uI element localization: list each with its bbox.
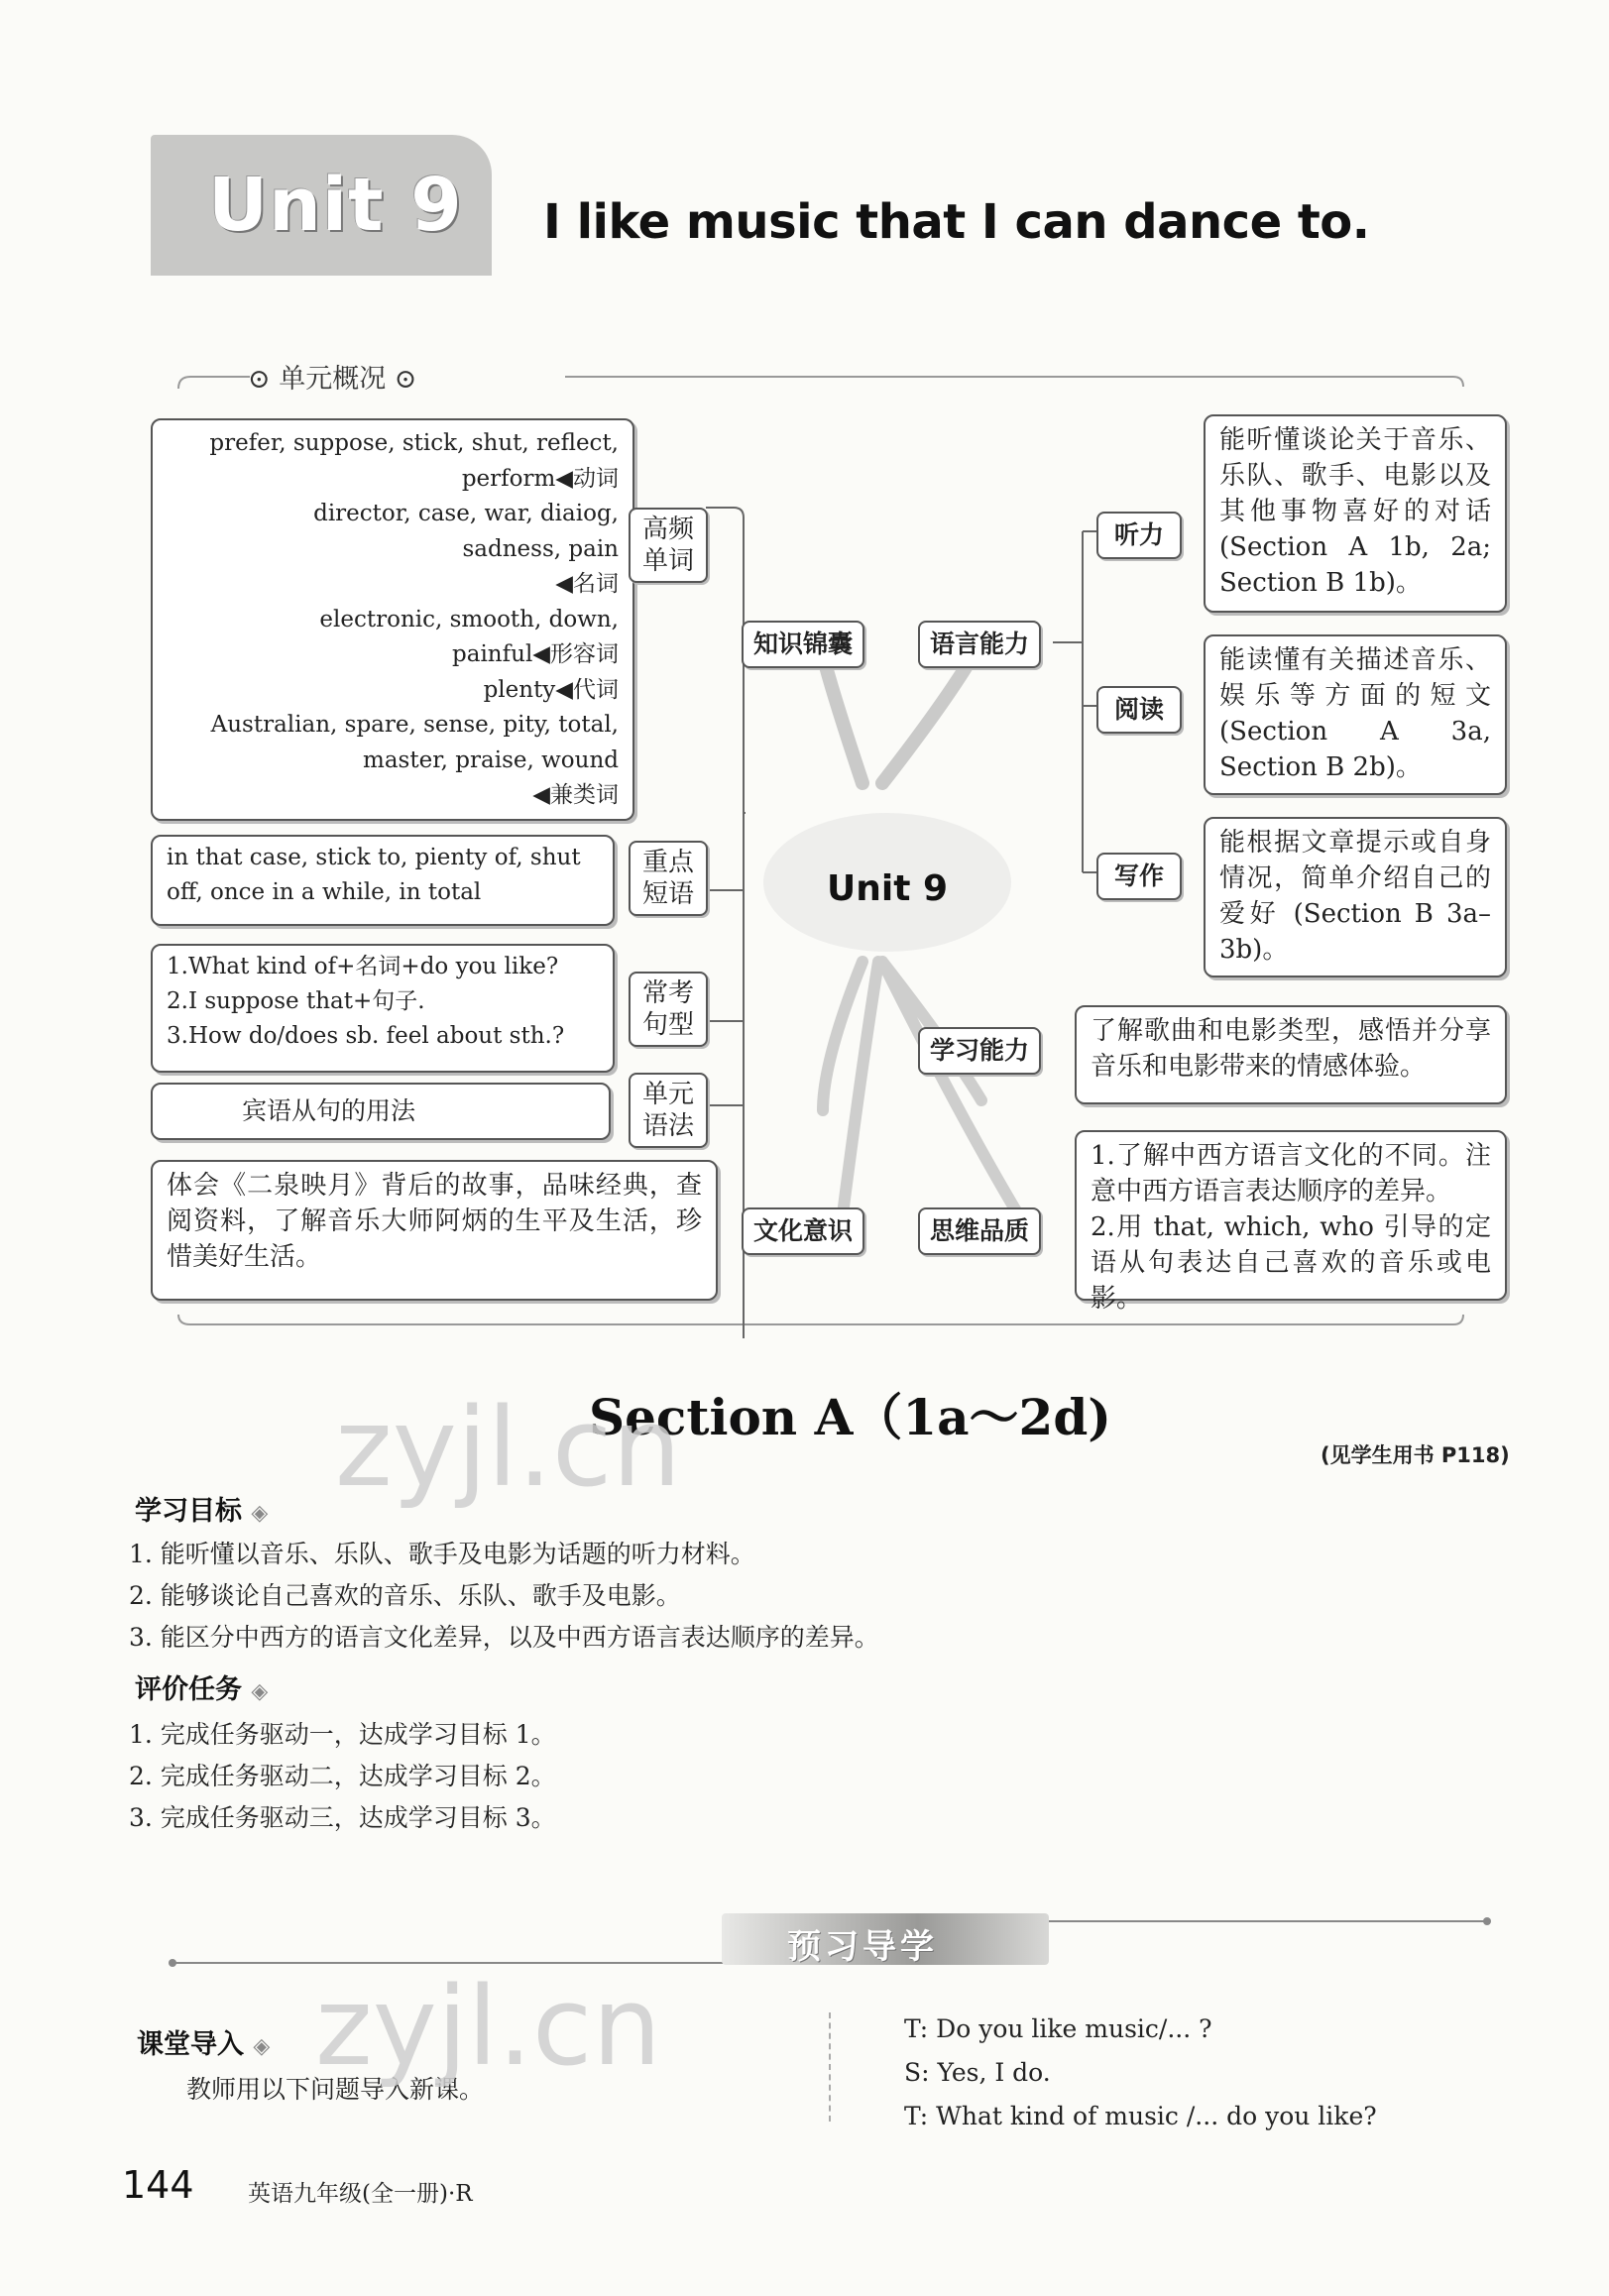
sentence-line: 3.How do/does sb. feel about sth.? [167,1023,565,1049]
vocab-box [151,418,634,821]
sentences-box [151,944,615,1073]
intro-heading: 课堂导入 ◈ [137,2029,271,2060]
tasks-heading: 评价任务 ◈ [135,1674,269,1705]
label-culture: 文化意识 [742,1207,864,1255]
preview-banner-text: 预习导学 [787,1927,938,1967]
label-thinking: 思维品质 [918,1207,1041,1255]
label-sentences: 常考句型 [629,972,708,1047]
label-learning: 学习能力 [918,1027,1041,1075]
reading-box: 能读懂有关描述音乐、娱乐等方面的短文(Section A 3a, Section B 2b)。 [1204,634,1507,795]
thinking-line: 2.用 that, which, who 引导的定语从句表达自己喜欢的音乐或电影。 [1091,1212,1491,1314]
center-node: Unit 9 [827,868,948,909]
grammar-box: 宾语从句的用法 [151,1083,611,1140]
sentence-line: 2.I suppose that+句子. [167,988,425,1014]
label-writing: 写作 [1096,853,1182,900]
writing-box: 能根据文章提示或自身情况，简单介绍自己的爱好 (Section B 3a–3b)。 [1204,817,1507,977]
task-item: 1. 完成任务驱动一，达成学习目标 1。 [129,1720,556,1749]
thinking-box [1075,1130,1507,1314]
label-vocab: 高频单词 [629,508,708,583]
vocab-line: ◀兼类词 [532,782,619,808]
preview-banner [722,1913,1049,1965]
culture-box: 体会《二泉映月》背后的故事，品味经典，查阅资料，了解音乐大师阿炳的生平及生活，珍惜美好生活。 [151,1160,718,1301]
phrases-line: in that case, stick to, pienty of, shut [167,845,581,870]
overview-label: ⊙ 单元概况 ⊙ [248,364,417,395]
unit-title: I like music that I can dance to. [543,194,1370,250]
thinking-line: 1.了解中西方语言文化的不同。注意中西方语言表达顺序的差异。 [1091,1141,1491,1206]
label-reading: 阅读 [1096,686,1182,734]
watermark: zyjl.cn [315,1963,662,2090]
sentence-line: 1.What kind of+名词+do you like? [167,954,559,979]
vocab-line: sadness, pain [462,535,619,562]
vocab-line: electronic, smooth, down, [319,606,619,632]
unit-tab [151,135,492,276]
listening-box: 能听懂谈论关于音乐、乐队、歌手、电影以及其他事物喜好的对话(Section A 1b, 2a; Section B 1b)。 [1204,414,1507,613]
section-title: Section A（1a～2d) [589,1388,1111,1446]
label-phrases: 重点短语 [629,841,708,916]
label-grammar: 单元语法 [629,1073,708,1148]
vocab-line: master, praise, wound [363,746,619,773]
label-knowledge: 知识锦囊 [742,621,864,668]
goal-item: 1. 能听懂以音乐、乐队、歌手及电影为话题的听力材料。 [129,1540,755,1568]
phrases-line: off, once in a while, in total [167,879,482,905]
book-title: 英语九年级(全一册)·R [248,2181,473,2207]
diamond-icon: ◈ [253,2034,271,2059]
dialog-line: T: What kind of music /... do you like? [904,2102,1377,2130]
goal-item: 3. 能区分中西方的语言文化差异，以及中西方语言表达顺序的差异。 [129,1623,879,1652]
vocab-line: plenty◀代词 [483,676,619,703]
vocab-line: Australian, spare, sense, pity, total, [210,712,619,738]
dialog-line: T: Do you like music/... ? [904,2014,1212,2043]
learning-box: 了解歌曲和电影类型，感悟并分享音乐和电影带来的情感体验。 [1075,1005,1507,1104]
divider [829,2012,831,2122]
student-book-ref: (见学生用书 P118) [1321,1443,1510,1467]
page-number: 144 [122,2163,194,2207]
task-item: 3. 完成任务驱动三，达成学习目标 3。 [129,1803,556,1832]
task-item: 2. 完成任务驱动二，达成学习目标 2。 [129,1762,556,1790]
phrases-box [151,835,615,926]
intro-text: 教师用以下问题导入新课。 [186,2075,485,2104]
vocab-line: perform◀动词 [461,465,619,492]
dialog-line: S: Yes, I do. [904,2058,1051,2087]
goal-item: 2. 能够谈论自己喜欢的音乐、乐队、歌手及电影。 [129,1581,681,1610]
vocab-line: ◀名词 [555,571,619,597]
diamond-icon: ◈ [251,1679,269,1704]
watermark: zyjl.cn [335,1384,682,1511]
goals-heading: 学习目标 ◈ [135,1496,269,1527]
vocab-line: director, case, war, diaiog, [313,501,619,526]
vocab-line: painful◀形容词 [452,641,619,667]
label-listening: 听力 [1096,512,1182,559]
vocab-line: prefer, suppose, stick, shut, reflect, [209,430,619,456]
unit-tab-label: Unit 9 [208,163,463,248]
diamond-icon: ◈ [251,1501,269,1526]
label-language: 语言能力 [918,621,1041,668]
